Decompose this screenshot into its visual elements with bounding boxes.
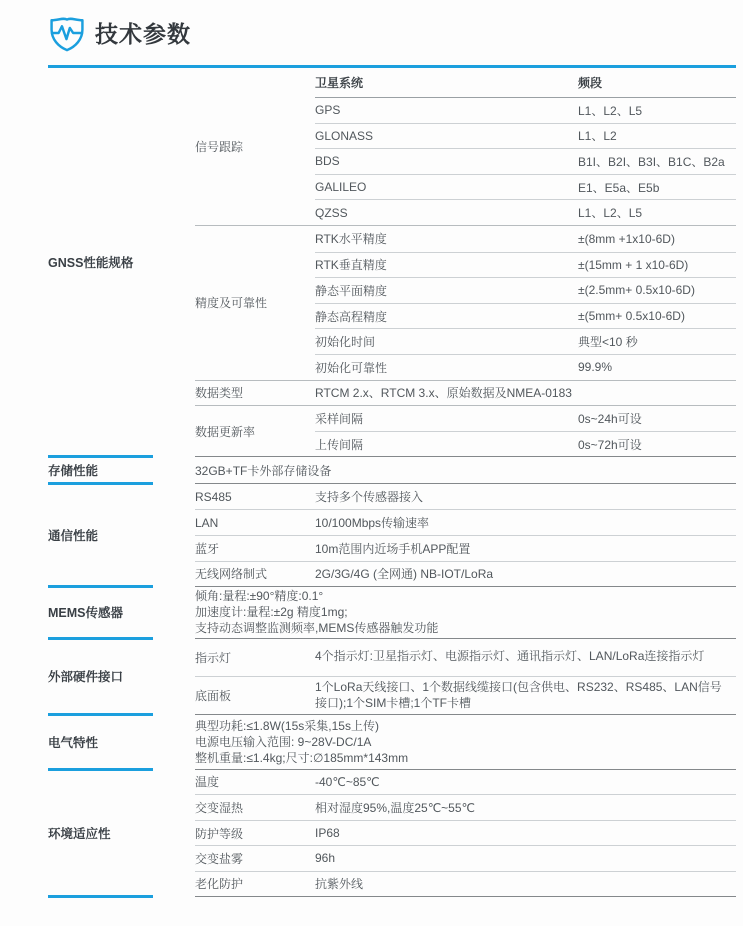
param-cell: RS485 — [195, 489, 232, 504]
value-cell: ±(8mm +1x10-6D) — [578, 231, 675, 246]
table-row — [315, 277, 736, 303]
param-cell: 交变盐雾 — [195, 851, 244, 866]
table-row — [315, 328, 736, 354]
update-rate-block — [195, 405, 736, 457]
spec-line: 整机重量:≤1.4kg;尺寸:∅185mm*143mm — [195, 750, 409, 765]
table-row — [315, 123, 736, 149]
param-cell: RTK水平精度 — [315, 232, 387, 247]
param-cell: LAN — [195, 515, 219, 530]
shield-pulse-icon — [48, 14, 86, 52]
table-row — [195, 794, 736, 819]
value-cell: 99.9% — [578, 360, 613, 375]
value-cell: L1、L2、L5 — [578, 206, 643, 221]
value-cell: 抗紫外线 — [315, 877, 364, 892]
param-cell: 指示灯 — [195, 650, 232, 665]
param-cell: 上传间隔 — [315, 437, 364, 452]
sub-label: 数据更新率 — [195, 424, 256, 439]
table-row — [195, 484, 736, 510]
table-row — [195, 769, 736, 794]
spec-line: 加速度计:量程:±2g 精度1mg; — [195, 605, 348, 620]
param-cell: GALILEO — [315, 180, 367, 195]
page-title: 技术参数 — [95, 21, 191, 47]
section-hardware-interface — [48, 638, 736, 714]
spec-table — [48, 68, 736, 896]
table-row — [195, 871, 736, 896]
value-cell: 1个LoRa天线接口、1个数据线缆接口(包含供电、RS232、RS485、LAN信号接口);1个SIM卡槽;1个TF卡槽 — [315, 680, 722, 710]
table-row — [315, 303, 736, 329]
param-cell: GPS — [315, 103, 341, 118]
param-cell: 静态平面精度 — [315, 283, 388, 298]
spec-line: 支持动态调整监测频率,MEMS传感器触发功能 — [195, 621, 439, 636]
column-header: 频段 — [578, 76, 603, 90]
value-cell: L1、L2 — [578, 129, 617, 144]
sub-label: 信号跟踪 — [195, 139, 244, 154]
section-label: 存储性能 — [48, 464, 99, 479]
section-communication — [48, 484, 736, 586]
table-row — [195, 638, 736, 676]
value-cell: L1、L2、L5 — [578, 103, 643, 118]
table-row — [315, 226, 736, 252]
value-cell: 32GB+TF卡外部存储设备 — [195, 463, 332, 478]
section-label: MEMS传感器 — [48, 606, 124, 621]
value-cell: 10m范围内近场手机APP配置 — [315, 541, 471, 556]
table-row — [195, 845, 736, 870]
value-cell: 0s~72h可设 — [578, 437, 642, 452]
param-cell: BDS — [315, 154, 340, 169]
table-row — [195, 561, 736, 587]
column-header: 卫星系统 — [315, 76, 364, 90]
section-gnss — [48, 68, 736, 457]
table-row — [315, 431, 736, 457]
value-cell: IP68 — [315, 826, 340, 841]
value-cell: 10/100Mbps传输速率 — [315, 516, 430, 531]
table-row — [315, 199, 736, 225]
table-row — [315, 406, 736, 432]
table-row — [315, 252, 736, 278]
mems-spec-text — [195, 586, 736, 638]
section-label: 电气特性 — [48, 735, 99, 750]
value-cell: 典型<10 秒 — [578, 335, 638, 350]
value-cell: 2G/3G/4G (全网通) NB-IOT/LoRa — [315, 567, 494, 582]
value-cell: ±(15mm + 1 x10-6D) — [578, 257, 689, 272]
section-label: 外部硬件接口 — [48, 670, 124, 685]
electrical-spec-text — [195, 714, 736, 769]
value-cell: 96h — [315, 851, 336, 866]
table-row — [315, 174, 736, 200]
section-label: 环境适应性 — [48, 826, 111, 841]
data-type-row — [195, 380, 736, 405]
value-cell: RTCM 2.x、RTCM 3.x、原始数据及NMEA-0183 — [315, 386, 572, 401]
param-cell: 静态高程精度 — [315, 309, 388, 324]
table-row — [315, 148, 736, 174]
param-cell: 底面板 — [195, 689, 232, 704]
section-environment — [48, 769, 736, 896]
table-row — [195, 509, 736, 535]
param-cell: GLONASS — [315, 128, 374, 143]
param-cell: 蓝牙 — [195, 541, 220, 556]
param-cell: 初始化可靠性 — [315, 360, 388, 375]
param-cell: 初始化时间 — [315, 335, 376, 350]
value-cell: 相对湿度95%,温度25℃~55℃ — [315, 801, 476, 816]
spec-line: 典型功耗:≤1.8W(15s采集,15s上传) — [195, 718, 379, 733]
value-cell: B1I、B2I、B3I、B1C、B2a — [578, 154, 725, 169]
accuracy-block — [195, 225, 736, 380]
value-cell: 4个指示灯:卫星指示灯、电源指示灯、通讯指示灯、LAN/LoRa连接指示灯 — [315, 649, 705, 664]
spec-line: 倾角:量程:±90°精度:0.1° — [195, 589, 324, 604]
param-cell: 交变湿热 — [195, 801, 244, 816]
page-header — [48, 0, 736, 65]
value-cell: ±(5mm+ 0.5x10-6D) — [578, 309, 685, 324]
signal-tracking-block — [195, 68, 736, 225]
param-cell: 温度 — [195, 775, 220, 790]
param-cell: 采样间隔 — [315, 411, 364, 426]
section-mems — [48, 586, 736, 638]
sub-label: 精度及可靠性 — [195, 296, 268, 311]
table-row — [195, 676, 736, 714]
value-cell: ±(2.5mm+ 0.5x10-6D) — [578, 283, 695, 298]
section-label: 通信性能 — [48, 528, 99, 543]
spec-line: 电源电压输入范围: 9~28V-DC/1A — [195, 734, 372, 749]
table-row — [195, 820, 736, 845]
value-cell: -40℃~85℃ — [315, 774, 380, 789]
table-row — [315, 354, 736, 380]
table-row — [315, 97, 736, 123]
table-header-row — [315, 68, 736, 97]
param-cell: 数据类型 — [195, 386, 244, 401]
param-cell: 无线网络制式 — [195, 567, 268, 582]
value-cell: E1、E5a、E5b — [578, 180, 660, 195]
param-cell: 防护等级 — [195, 826, 244, 841]
param-cell: QZSS — [315, 205, 348, 220]
table-row — [195, 535, 736, 561]
section-label: GNSS性能规格 — [48, 256, 134, 271]
param-cell: RTK垂直精度 — [315, 258, 387, 273]
param-cell: 老化防护 — [195, 877, 244, 892]
value-cell: 支持多个传感器接入 — [315, 490, 424, 505]
section-electrical — [48, 714, 736, 769]
section-storage — [48, 457, 736, 484]
value-cell: 0s~24h可设 — [578, 411, 642, 426]
